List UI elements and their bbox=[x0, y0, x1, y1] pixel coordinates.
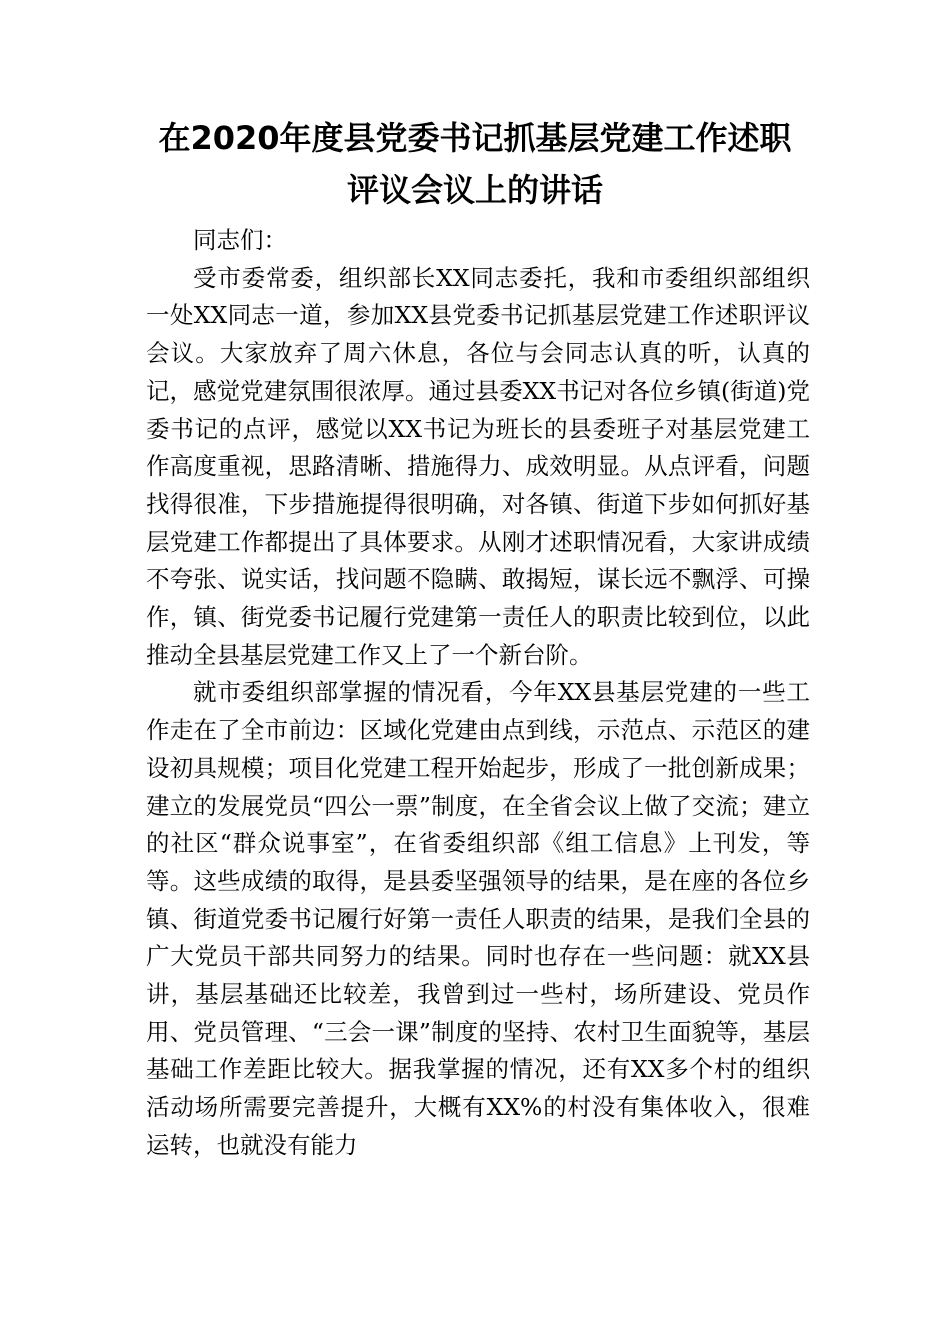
title-line-1: 在2020年度县党委书记抓基层党建工作述职 bbox=[158, 119, 792, 157]
document-body bbox=[146, 222, 810, 1165]
body-paragraph: 就市委组织部掌握的情况看，今年XX县基层党建的一些工作走在了全市前边：区域化党建由点到线，示范点、示范区的建设初具规模；项目化党建工程开始起步，形成了一批创新成果；建立的发展党员“四公一票”制度，在全省会议上做了交流；建立的社区“群众说事室”，在省委组织部《组工信息》上刊发，等等。这些成绩的取得，是县委坚强领导的结果，是在座的各位乡镇、街道党委书记履行好第一责任人职责的结果，是我们全县的广大党员干部共同努力的结果。同时也存在一些问题：就XX县讲，基层基础还比较差，我曾到过一些村，场所建设、党员作用、党员管理、“三会一课”制度的坚持、农村卫生面貌等，基层基础工作差距比较大。据我掌握的情况，还有XX多个村的组织活动场所需要完善提升，大概有XX%的村没有集体收入，很难运转，也就没有能力 bbox=[146, 678, 810, 1159]
document-title bbox=[140, 112, 810, 216]
body-paragraph: 受市委常委，组织部长XX同志委托，我和市委组织部组织一处XX同志一道，参加XX县党委书记抓基层党建工作述职评议会议。大家放弃了周六休息，各位与会同志认真的听，认真的记，感觉党建氛围很浓厚。通过县委XX书记对各位乡镇(街道)党委书记的点评，感觉以XX书记为班长的县委班子对基层党建工作高度重视，思路清晰、措施得力、成效明显。从点评看，问题找得很准，下步措施提得很明确，对各镇、街道下步如何抓好基层党建工作都提出了具体要求。从刚才述职情况看，大家讲成绩不夸张、说实话，找问题不隐瞒、敢揭短，谋长远不飘浮、可操作，镇、街党委书记履行党建第一责任人的职责比较到位，以此推动全县基层党建工作又上了一个新台阶。 bbox=[146, 263, 810, 669]
title-line-2: 评议会议上的讲话 bbox=[346, 171, 603, 209]
salutation-paragraph: 同志们： bbox=[193, 226, 287, 254]
